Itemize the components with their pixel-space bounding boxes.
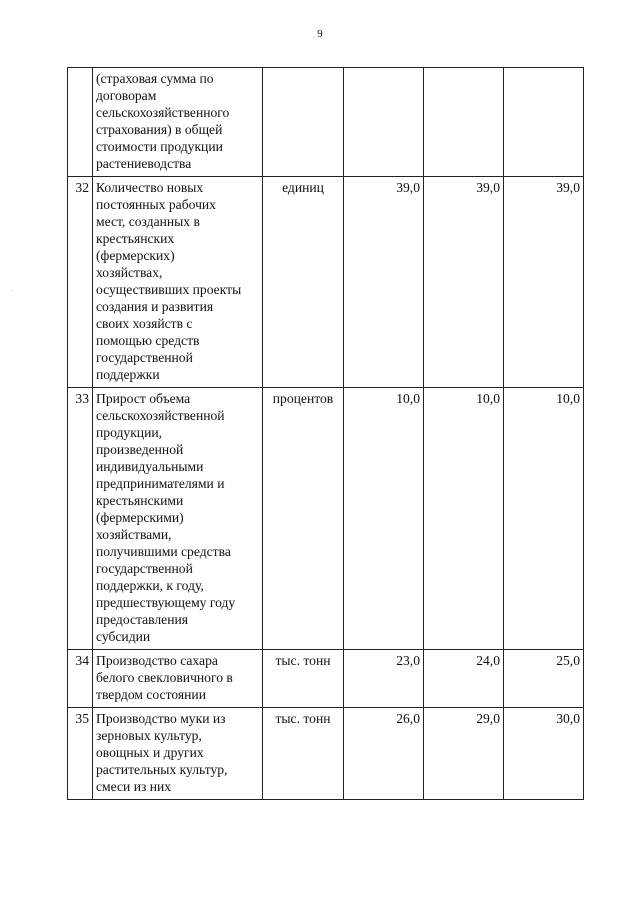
unit-cell: процентов <box>263 388 344 650</box>
row-number: 35 <box>68 708 93 800</box>
value-cell-1: 10,0 <box>344 388 424 650</box>
indicators-table <box>67 67 584 800</box>
value-cell-2 <box>424 68 504 177</box>
unit-cell: тыс. тонн <box>263 650 344 708</box>
value-cell-1: 26,0 <box>344 708 424 800</box>
value-cell-2: 29,0 <box>424 708 504 800</box>
table-row <box>68 708 584 800</box>
value-cell-3: 25,0 <box>504 650 584 708</box>
indicator-name: Прирост объема сельскохозяйственной продукции, произведенной индивидуальными предпринимателями и крестьянскими (фермерскими) хозяйствами, получившими средства государственной поддержки, к году, предшествующему году предоставления субсидии <box>96 391 236 644</box>
value-cell-1: 23,0 <box>344 650 424 708</box>
indicator-name: (страховая сумма по договорам сельскохозяйственного страхования) в общей стоимости продукции растениеводства <box>96 71 230 171</box>
row-number: 33 <box>68 388 93 650</box>
value-cell-2: 24,0 <box>424 650 504 708</box>
table-row <box>68 177 584 388</box>
table-row <box>68 68 584 177</box>
value-cell-1: 39,0 <box>344 177 424 388</box>
value-cell-3: 10,0 <box>504 388 584 650</box>
table-row <box>68 650 584 708</box>
table-row <box>68 388 584 650</box>
row-number: 34 <box>68 650 93 708</box>
value-cell-2: 39,0 <box>424 177 504 388</box>
value-cell-3: 39,0 <box>504 177 584 388</box>
indicator-name: Производство муки из зерновых культур, овощных и других растительных культур, смеси из них <box>96 711 228 794</box>
indicator-name: Количество новых постоянных рабочих мест, созданных в крестьянских (фермерских) хозяйствах, осуществивших проекты создания и развития своих хозяйств с помощью средств государственной поддержки <box>96 180 242 382</box>
indicator-name: Производство сахара белого свекловичного в твердом состоянии <box>96 653 233 702</box>
page-number: 9 <box>317 28 323 40</box>
value-cell-2: 10,0 <box>424 388 504 650</box>
scan-speck <box>12 290 13 291</box>
unit-cell: тыс. тонн <box>263 708 344 800</box>
value-cell-3 <box>504 68 584 177</box>
unit-cell <box>263 68 344 177</box>
value-cell-3: 30,0 <box>504 708 584 800</box>
value-cell-1 <box>344 68 424 177</box>
row-number: 32 <box>68 177 93 388</box>
unit-cell: единиц <box>263 177 344 388</box>
row-number <box>68 68 93 177</box>
